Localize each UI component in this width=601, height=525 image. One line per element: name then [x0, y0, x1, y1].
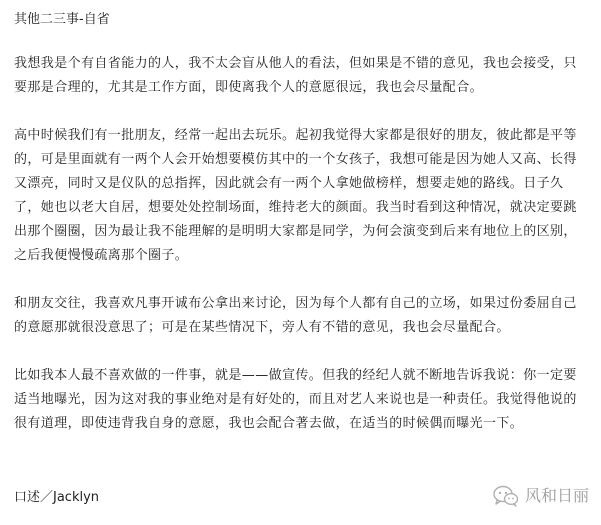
article-signature: 口述／Jacklyn: [14, 490, 100, 505]
paragraph-3: 和朋友交往，我喜欢凡事开诚布公拿出来讨论，因为每个人都有自己的立场，如果过份委屈自己的意愿那就很没意思了；可是在某些情况下，旁人有不错的意见，我也会尽量配合。: [14, 296, 577, 335]
wechat-icon: [493, 485, 519, 507]
watermark-text: 风和日丽: [524, 486, 589, 505]
paragraph-4: 比如我本人最不喜欢做的一件事，就是——做宣传。但我的经纪人就不断地告诉我说：你一定要适当地曝光，因为这对我的事业绝对是有好处的，而且对艺人来说也是一种责任。我觉得他说的很有道理，即使违背我自身的意愿，我也会配合著去做，在适当的时候偶而曝光一下。: [14, 368, 577, 431]
paragraph-1: 我想我是个有自省能力的人，我不太会盲从他人的看法，但如果是不错的意见，我也会接受，只要那是合理的，尤其是工作方面，即使离我个人的意愿很远，我也会尽量配合。: [14, 56, 577, 95]
paragraph-2: 高中时候我们有一批朋友，经常一起出去玩乐。起初我觉得大家都是很好的朋友，彼此都是平等的，可是里面就有一两个人会开始想要模仿其中的一个女孩子，我想可能是因为她人又高、长得又漂亮，同时又是仪队的总指挥，因此就会有一两个人拿她做榜样，想要走她的路线。日子久了，她也以老大自居，想要处处控制场面，维持老大的颜面。我当时看到这种情况，就决定要跳出那个圈圈，因为最让我不能理解的是明明大家都是同学，为何会演变到后来有地位上的区别，之后我便慢慢疏离那个圈子。: [14, 128, 577, 263]
article-title: 其他二三事-自省: [14, 12, 110, 27]
watermark: [493, 484, 589, 508]
